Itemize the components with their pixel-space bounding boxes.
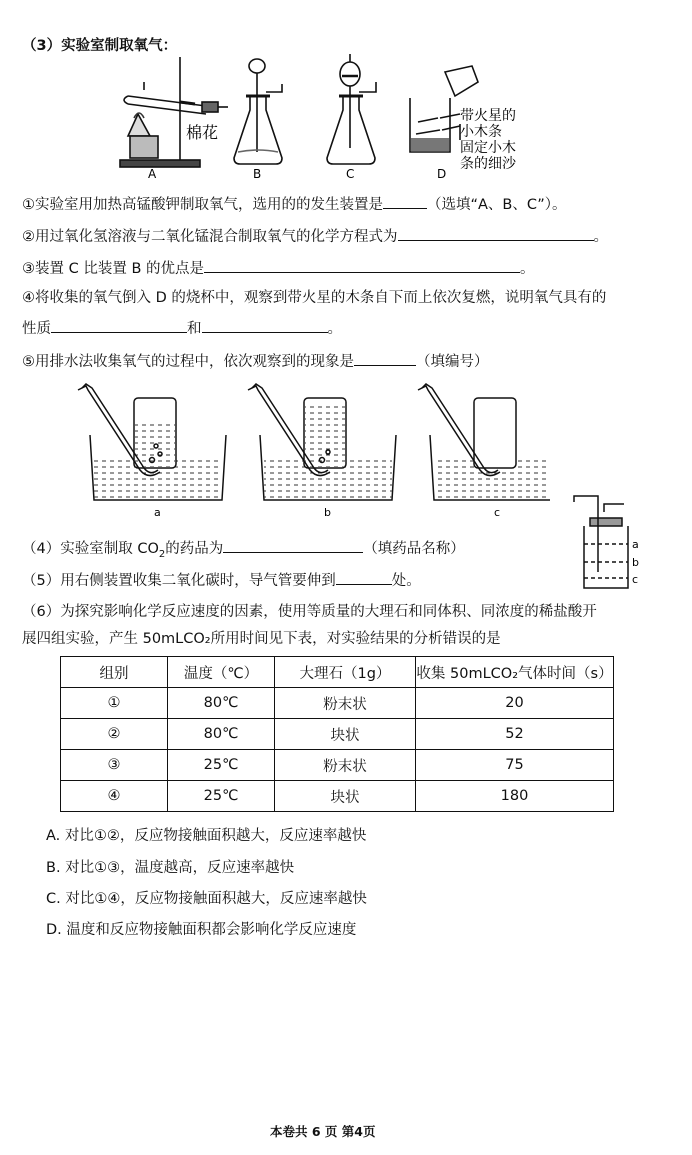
table-cell: 粉末状: [275, 750, 416, 781]
section4-question: [22, 538, 465, 565]
collection-a: [78, 384, 226, 500]
bottle-label-c: c: [632, 573, 639, 586]
table-cell: 块状: [275, 781, 416, 812]
answer-blank-3-4a[interactable]: [51, 318, 187, 333]
option-d[interactable]: D. 温度和反应物接触面积都会影响化学反应速度: [46, 922, 357, 938]
table-cell: 75: [416, 750, 614, 781]
table-cell: 80℃: [168, 688, 275, 719]
table-row: [61, 781, 614, 812]
table-cell: 20: [416, 688, 614, 719]
question-3-4-prefix: 性质: [22, 321, 51, 337]
collection-label-a: a: [154, 506, 161, 519]
collection-c: [418, 384, 550, 500]
table-cell: 块状: [275, 719, 416, 750]
question-3-2: [22, 226, 608, 247]
table-header-row: [61, 657, 614, 688]
question-3-4-mid: 和: [187, 321, 202, 337]
question-3-5-text: ⑤用排水法收集氧气的过程中，依次观察到的现象是: [22, 354, 354, 370]
table-row: [61, 750, 614, 781]
question-3-3: [22, 258, 535, 279]
collection-label-c: c: [494, 506, 501, 519]
table-cell: 25℃: [168, 750, 275, 781]
table-cell: ②: [61, 719, 168, 750]
section4-text2: 的药品为: [165, 541, 224, 557]
answer-blank-3-5[interactable]: [354, 351, 416, 366]
label-c: C: [346, 167, 355, 181]
beaker-label-2: 小木条: [460, 124, 502, 140]
table-header-cell: 温度（℃）: [168, 657, 275, 688]
collection-figure: [70, 380, 550, 520]
option-c[interactable]: C. 对比①④，反应物接触面积越大，反应速率越快: [46, 891, 367, 907]
table-cell: ④: [61, 781, 168, 812]
table-row: [61, 688, 614, 719]
label-a: A: [148, 167, 157, 181]
table-cell: 80℃: [168, 719, 275, 750]
table-cell: 52: [416, 719, 614, 750]
question-3-3-text: ③装置 C 比装置 B 的优点是: [22, 261, 205, 277]
label-cotton: 棉花: [186, 123, 219, 142]
section6-line2: 展四组实验，产生 50mLCO₂所用时间见下表，对实验结果的分析错误的是: [22, 631, 501, 647]
page-footer: 本卷共 6 页 第4页: [270, 1124, 376, 1139]
answer-blank-3-3[interactable]: [204, 258, 520, 273]
apparatus-b: [234, 59, 282, 164]
table-header-cell: 组别: [61, 657, 168, 688]
question-3-4-tail: 。: [327, 321, 342, 337]
bottle-label-b: b: [632, 556, 639, 569]
label-b: B: [253, 167, 262, 181]
question-3-2-tail: 。: [593, 229, 608, 245]
collection-label-b: b: [324, 506, 331, 519]
table-row: [61, 719, 614, 750]
apparatus-a: [120, 57, 228, 167]
question-3-5: [22, 351, 489, 372]
label-d: D: [437, 167, 447, 181]
question-3-1: [22, 194, 567, 215]
results-table: [60, 656, 614, 812]
question-3-1-tail: （选填“A、B、C”）。: [427, 197, 567, 213]
answer-blank-4[interactable]: [223, 538, 363, 553]
answer-blank-3-1[interactable]: [383, 194, 427, 209]
collection-b: [248, 384, 396, 500]
question-3-5-tail: （填编号）: [416, 354, 489, 370]
table-cell: 25℃: [168, 781, 275, 812]
section5-tail: 处。: [391, 573, 421, 589]
table-cell: 粉末状: [275, 688, 416, 719]
answer-blank-3-4b[interactable]: [202, 318, 328, 333]
apparatus-c: [327, 54, 376, 164]
section4-text: （4）实验室制取 CO: [22, 541, 159, 557]
section6-line1: （6）为探究影响化学反应速度的因素，使用等质量的大理石和同体积、同浓度的稀盐酸开: [22, 604, 597, 620]
answer-blank-5[interactable]: [336, 570, 392, 585]
beaker-label-4: 条的细沙: [460, 156, 516, 172]
bottle-label-a: a: [632, 538, 639, 551]
table-header-cell: 大理石（1g）: [275, 657, 416, 688]
beaker-label-1: 带火星的: [460, 108, 516, 124]
question-3-4-line2: [22, 318, 342, 339]
table-cell: 180: [416, 781, 614, 812]
answer-blank-3-2[interactable]: [398, 226, 594, 241]
section5-question: [22, 570, 421, 591]
question-3-1-text: ①实验室用加热高锰酸钾制取氧气，选用的的发生装置是: [22, 197, 383, 213]
gas-bottle-figure: [568, 490, 668, 594]
beaker-label-3: 固定小木: [460, 140, 516, 156]
table-cell: ③: [61, 750, 168, 781]
table-header-cell: 收集 50mLCO₂气体时间（s）: [416, 657, 614, 688]
question-3-3-tail: 。: [520, 261, 535, 277]
section4-subscript: 2: [158, 548, 166, 560]
section3-heading: （3）实验室制取氧气：: [22, 38, 178, 54]
option-a[interactable]: A. 对比①②，反应物接触面积越大，反应速率越快: [46, 828, 367, 844]
apparatus-figure-a-d: [110, 52, 550, 182]
question-3-4-line1: ④将收集的氧气倒入 D 的烧杯中，观察到带火星的木条自下而上依次复燃，说明氧气具有的: [22, 290, 607, 306]
table-cell: ①: [61, 688, 168, 719]
section4-tail: （填药品名称）: [363, 541, 465, 557]
question-3-2-text: ②用过氧化氢溶液与二氧化锰混合制取氧气的化学方程式为: [22, 229, 398, 245]
option-b[interactable]: B. 对比①③，温度越高，反应速率越快: [46, 860, 295, 876]
section5-text: （5）用右侧装置收集二氧化碳时，导气管要伸到: [22, 573, 336, 589]
